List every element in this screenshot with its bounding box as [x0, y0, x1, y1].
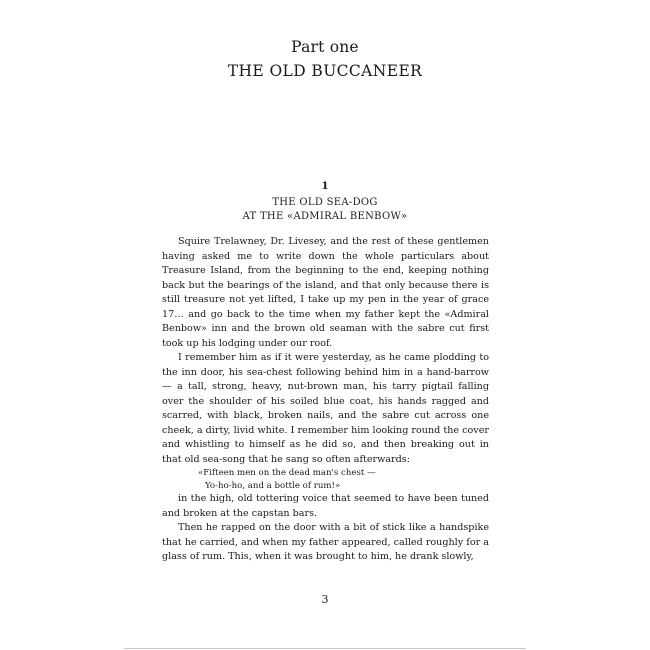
- chapter-title-line-2: AT THE «ADMIRAL BENBOW»: [242, 211, 408, 222]
- chapter-body: [162, 235, 489, 565]
- chapter-number: 1: [321, 180, 329, 192]
- paragraph: Squire Trelawney, Dr. Livesey, and the rest of these gentlemen having asked me to write down the whole particulars about Treasure Island, from the beginning to the end, keeping nothing back but the bearings of the island, and that only because there is still treasure not yet lifted, I take up my pen in the year of grace 17… and go back to the time when my father kept the «Admiral Benbow» inn and the brown old seaman with the sabre cut first took up his lodging under our roof.: [162, 236, 489, 349]
- paragraph: Then he rapped on the door with a bit of stick like a handspike that he carried, and when my father appeared, called roughly for a glass of rum. This, when it was brought to him, he drank slowly,: [162, 522, 489, 562]
- part-title: THE OLD BUCCANEER: [227, 62, 423, 80]
- page-bottom-rule: [124, 648, 526, 649]
- chapter-title: [0, 196, 650, 224]
- part-label: Part one: [291, 38, 359, 56]
- page-number: 3: [321, 593, 329, 606]
- chapter-title-line-1: THE OLD SEA-DOG: [272, 197, 378, 208]
- song-verse: [198, 467, 489, 492]
- verse-line: Yo-ho-ho, and a bottle of rum!»: [205, 480, 341, 491]
- paragraph: I remember him as if it were yesterday, as he came plodding to the inn door, his sea-chest following behind him in a hand-barrow — a tall, strong, heavy, nut-brown man, his tarry pigtail falling over the shoulder of his soiled blue coat, his hands ragged and scarred, with black, broken nails, and the sabre cut across one cheek, a dirty, livid white. I remember him looking round the cover and whistling to himself as he did so, and then breaking out in that old sea-song that he sang so often afterwards:: [162, 352, 489, 465]
- paragraph: in the high, old tottering voice that seemed to have been tuned and broken at the capstan bars.: [162, 493, 489, 519]
- verse-line: «Fifteen men on the dead man's chest —: [198, 468, 376, 478]
